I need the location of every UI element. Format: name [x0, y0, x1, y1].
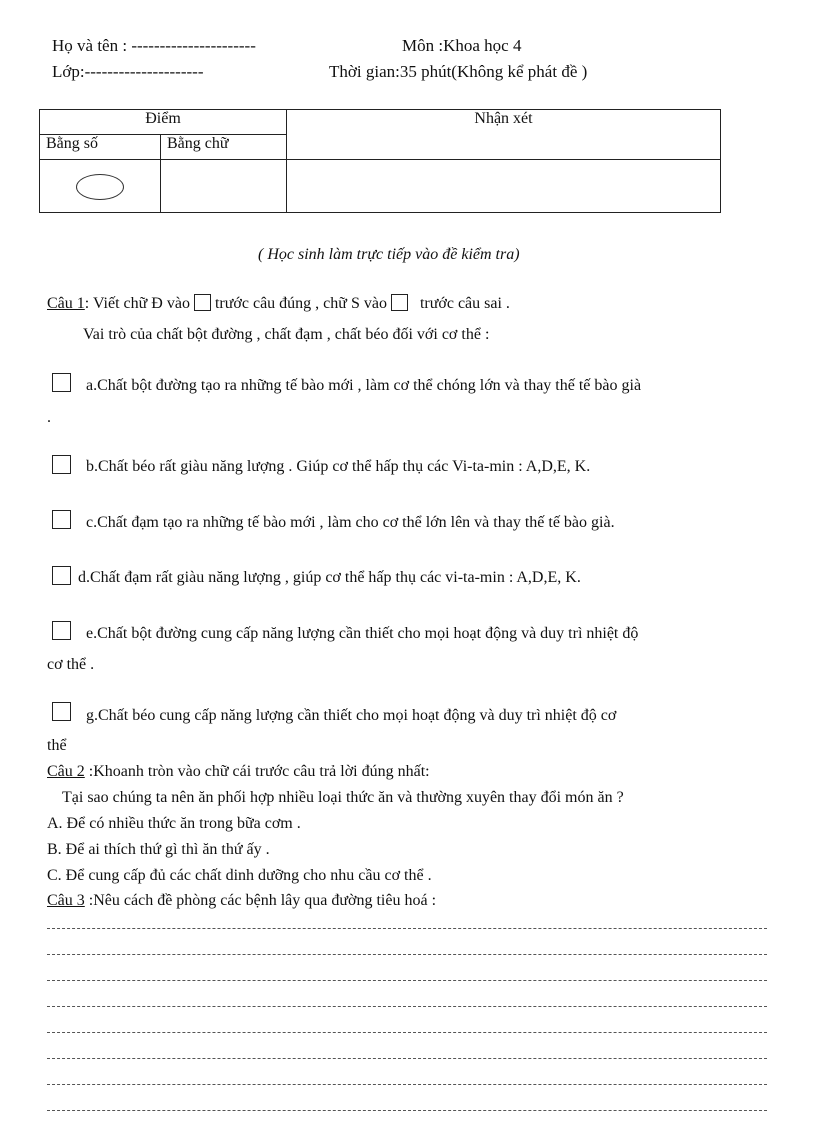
q2-option-a[interactable]: A. Để có nhiều thức ăn trong bữa cơm .: [47, 815, 301, 832]
checkbox-icon: [391, 294, 408, 311]
q3-label: Câu 3: [47, 892, 85, 909]
option-g-text-cont: thể: [47, 737, 67, 754]
q1-label: Câu 1: [47, 295, 85, 312]
option-b-checkbox[interactable]: [52, 455, 71, 474]
diem-header: Điểm: [40, 110, 287, 135]
time-label: Thời gian:35 phút(Không kể phát đề ): [329, 62, 588, 81]
q2-option-c[interactable]: C. Để cung cấp đủ các chất dinh dưỡng cho nhu cầu cơ thể .: [47, 867, 432, 884]
answer-line[interactable]: [47, 928, 767, 929]
q1-text-b: trước câu đúng , chữ S vào: [214, 295, 387, 312]
q1-text-c: trước câu sai .: [419, 295, 510, 312]
option-b-text: b.Chất béo rất giàu năng lượng . Giúp cơ thể hấp thụ các Vi-ta-min : A,D,E, K.: [86, 458, 591, 475]
score-table: [39, 109, 721, 213]
bang-chu-header: Bằng chữ: [161, 135, 287, 160]
bang-so-cell[interactable]: [40, 160, 161, 213]
bang-chu-cell[interactable]: [161, 160, 287, 213]
option-a-text-cont: .: [47, 409, 51, 426]
option-g-text: g.Chất béo cung cấp năng lượng cần thiết cho mọi hoạt động và duy trì nhiệt độ cơ: [86, 707, 617, 724]
option-e-text: e.Chất bột đường cung cấp năng lượng cần thiết cho mọi hoạt động và duy trì nhiệt độ: [86, 625, 639, 642]
answer-line[interactable]: [47, 1058, 767, 1059]
answer-line[interactable]: [47, 1084, 767, 1085]
answer-line[interactable]: [47, 954, 767, 955]
q3-line: [47, 892, 436, 910]
q2-label: Câu 2: [47, 763, 85, 780]
option-d-text: d.Chất đạm rất giàu năng lượng , giúp cơ thể hấp thụ các vi-ta-min : A,D,E, K.: [78, 569, 581, 586]
answer-line[interactable]: [47, 980, 767, 981]
option-e-checkbox[interactable]: [52, 621, 71, 640]
nhan-xet-header: Nhận xét: [287, 110, 721, 160]
q1-line: [47, 294, 510, 313]
bang-so-header: Bằng số: [40, 135, 161, 160]
q1-stem: Vai trò của chất bột đường , chất đạm , chất béo đối với cơ thể :: [83, 326, 490, 343]
q1-text-a: : Viết chữ Đ vào: [84, 295, 190, 312]
option-a-checkbox[interactable]: [52, 373, 71, 392]
option-d-checkbox[interactable]: [52, 566, 71, 585]
checkbox-icon: [194, 294, 211, 311]
option-c-checkbox[interactable]: [52, 510, 71, 529]
q2-stem: Tại sao chúng ta nên ăn phối hợp nhiều loại thức ăn và thường xuyên thay đổi món ăn ?: [62, 789, 624, 806]
oval-shape: [76, 174, 124, 200]
nhan-xet-cell[interactable]: [287, 160, 721, 213]
q2-line: [47, 763, 430, 781]
subject-label: Môn :Khoa học 4: [402, 36, 522, 55]
class-field-label: Lớp:---------------------: [52, 62, 204, 81]
q2-text: :Khoanh tròn vào chữ cái trước câu trả lời đúng nhất:: [88, 763, 430, 780]
option-c-text: c.Chất đạm tạo ra những tế bào mới , làm cho cơ thể lớn lên và thay thế tế bào già.: [86, 514, 615, 531]
q3-text: :Nêu cách đề phòng các bệnh lây qua đường tiêu hoá :: [88, 892, 437, 909]
instruction-text: ( Học sinh làm trực tiếp vào đề kiểm tra): [258, 246, 520, 263]
option-g-checkbox[interactable]: [52, 702, 71, 721]
q2-option-b[interactable]: B. Để ai thích thứ gì thì ăn thứ ấy .: [47, 841, 270, 858]
answer-line[interactable]: [47, 1110, 767, 1111]
name-field-label: Họ và tên : ----------------------: [52, 36, 256, 55]
option-e-text-cont: cơ thể .: [47, 656, 95, 673]
answer-line[interactable]: [47, 1006, 767, 1007]
answer-line[interactable]: [47, 1032, 767, 1033]
option-a-text: a.Chất bột đường tạo ra những tế bào mới , làm cơ thể chóng lớn và thay thế tế bào già: [86, 377, 642, 394]
